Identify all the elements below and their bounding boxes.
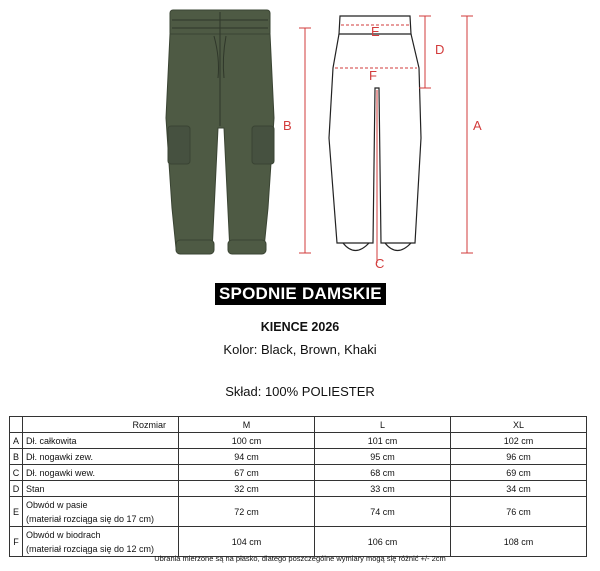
row-value: 69 cm <box>451 465 587 481</box>
product-photo <box>160 8 280 260</box>
header-empty-cell <box>10 417 23 433</box>
model-name: KIENCE 2026 <box>260 320 340 334</box>
table-row <box>10 497 587 527</box>
row-label: Obwód w biodrach <box>26 529 101 540</box>
row-value: 32 cm <box>179 481 315 497</box>
table-row <box>10 481 587 497</box>
row-value: 100 cm <box>179 433 315 449</box>
title-word-1: SPODNIE <box>215 283 301 305</box>
size-table-header <box>10 417 587 433</box>
row-value: 67 cm <box>179 465 315 481</box>
diagram-label-a: A <box>473 118 482 133</box>
color-options: Kolor: Black, Brown, Khaki <box>223 342 377 357</box>
row-letter: E <box>10 497 23 527</box>
row-label-note: (materiał rozciąga się do 17 cm) <box>26 513 155 524</box>
row-label: Stan <box>23 481 179 497</box>
row-value: 74 cm <box>315 497 451 527</box>
row-value: 68 cm <box>315 465 451 481</box>
size-table <box>9 416 587 557</box>
diagram-label-d: D <box>435 42 445 57</box>
row-value: 94 cm <box>179 449 315 465</box>
row-label: Obwód w pasie <box>26 499 88 510</box>
row-letter: A <box>10 433 23 449</box>
row-value: 33 cm <box>315 481 451 497</box>
row-letter: F <box>10 527 23 557</box>
diagram-label-c: C <box>375 256 385 271</box>
row-value: 95 cm <box>315 449 451 465</box>
header-size-xl: XL <box>451 417 587 433</box>
measurement-footnote: Ubrania mierzone są na płasko, dlatego poszczególne wymiary mogą się różnić +/- 2cm <box>154 554 446 563</box>
table-row <box>10 433 587 449</box>
header-size-l: L <box>315 417 451 433</box>
diagram-label-f: F <box>369 68 377 83</box>
diagram-label-b: B <box>283 118 292 133</box>
row-label-group <box>23 497 179 527</box>
row-label-group <box>23 527 179 557</box>
row-value: 101 cm <box>315 433 451 449</box>
row-value: 34 cm <box>451 481 587 497</box>
row-letter: C <box>10 465 23 481</box>
row-value: 102 cm <box>451 433 587 449</box>
table-row <box>10 465 587 481</box>
row-label-note: (materiał rozciąga się do 12 cm) <box>26 543 155 554</box>
size-diagram <box>285 8 495 270</box>
row-value: 104 cm <box>179 527 315 557</box>
row-value: 106 cm <box>315 527 451 557</box>
header-label: Rozmiar <box>23 417 179 433</box>
table-row <box>10 527 587 557</box>
row-letter: B <box>10 449 23 465</box>
header-size-m: M <box>179 417 315 433</box>
row-value: 96 cm <box>451 449 587 465</box>
fabric-composition: Skład: 100% POLIESTER <box>225 384 375 399</box>
row-value: 108 cm <box>451 527 587 557</box>
row-letter: D <box>10 481 23 497</box>
title-word-2: DAMSKIE <box>298 283 386 305</box>
row-label: Dł. całkowita <box>23 433 179 449</box>
row-value: 72 cm <box>179 497 315 527</box>
diagram-label-e: E <box>371 24 380 39</box>
row-value: 76 cm <box>451 497 587 527</box>
row-label: Dł. nogawki wew. <box>23 465 179 481</box>
table-row <box>10 449 587 465</box>
row-label: Dł. nogawki zew. <box>23 449 179 465</box>
